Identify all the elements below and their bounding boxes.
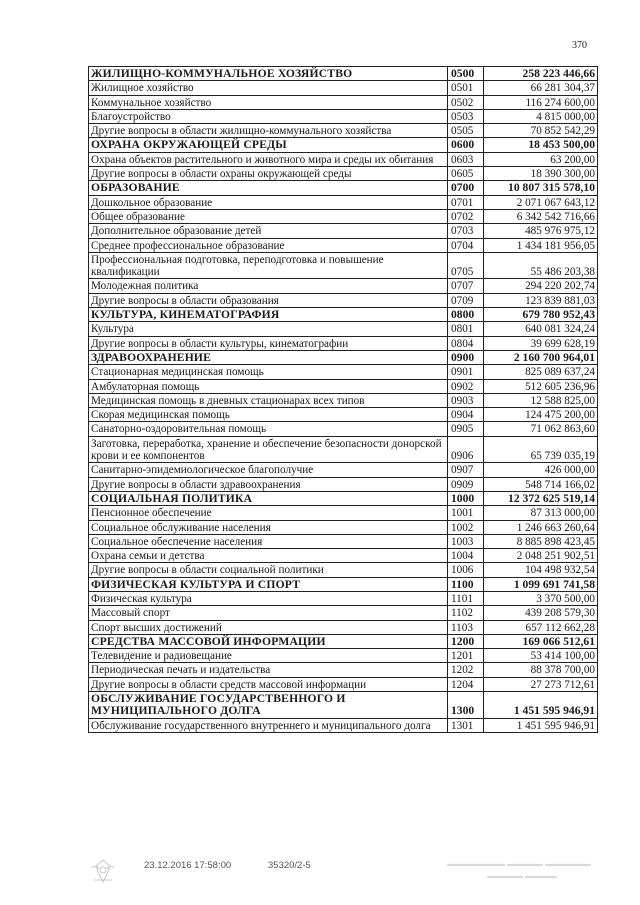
table-row [89, 336, 598, 350]
row-name-cell: Благоустройство [89, 109, 448, 123]
row-code-cell: 0903 [448, 393, 484, 407]
row-name-cell: ФИЗИЧЕСКАЯ КУЛЬТУРА И СПОРТ [89, 577, 448, 591]
row-code-cell: 1301 [448, 718, 484, 732]
row-code-cell: 1000 [448, 491, 484, 505]
row-code-cell: 0905 [448, 422, 484, 436]
section-row [89, 67, 598, 81]
table-row [89, 109, 598, 123]
table-row [89, 520, 598, 534]
row-name-cell: ЖИЛИЩНО-КОММУНАЛЬНОЕ ХОЗЯЙСТВО [89, 67, 448, 81]
row-amount-cell: 485 976 975,12 [484, 224, 598, 238]
row-amount-cell: 65 739 035,19 [484, 436, 598, 463]
row-name-cell: Охрана семьи и детства [89, 549, 448, 563]
row-code-cell: 1002 [448, 520, 484, 534]
row-name-cell: Санитарно-эпидемиологическое благополучие [89, 463, 448, 477]
table-row [89, 677, 598, 691]
row-amount-cell: 258 223 446,66 [484, 67, 598, 81]
row-name-cell: Другие вопросы в области средств массовой информации [89, 677, 448, 691]
row-name-cell: Охрана объектов растительного и животного мира и среды их обитания [89, 152, 448, 166]
row-name-cell: Общее образование [89, 209, 448, 223]
row-amount-cell: 71 062 863,60 [484, 422, 598, 436]
section-row [89, 692, 598, 719]
row-amount-cell: 3 370 500,00 [484, 591, 598, 605]
table-row [89, 606, 598, 620]
table-row [89, 322, 598, 336]
table-row [89, 365, 598, 379]
table-row [89, 422, 598, 436]
row-code-cell: 0900 [448, 350, 484, 364]
row-code-cell: 0904 [448, 408, 484, 422]
table-body [89, 67, 598, 733]
row-code-cell: 1003 [448, 534, 484, 548]
row-code-cell: 0909 [448, 477, 484, 491]
row-amount-cell: 53 414 100,00 [484, 649, 598, 663]
row-code-cell: 1103 [448, 620, 484, 634]
row-code-cell: 0603 [448, 152, 484, 166]
row-name-cell: Скорая медицинская помощь [89, 408, 448, 422]
row-amount-cell: 12 372 625 519,14 [484, 491, 598, 505]
row-name-cell: Дополнительное образование детей [89, 224, 448, 238]
row-amount-cell: 2 071 067 643,12 [484, 195, 598, 209]
table-row [89, 506, 598, 520]
table-row [89, 563, 598, 577]
table-row [89, 252, 598, 279]
row-code-cell: 0701 [448, 195, 484, 209]
table-row [89, 224, 598, 238]
table-row [89, 152, 598, 166]
table-row [89, 408, 598, 422]
row-code-cell: 0600 [448, 138, 484, 152]
table-row [89, 436, 598, 463]
row-amount-cell: 18 390 300,00 [484, 167, 598, 181]
row-name-cell: Коммунальное хозяйство [89, 95, 448, 109]
row-code-cell: 1004 [448, 549, 484, 563]
row-amount-cell: 116 274 600,00 [484, 95, 598, 109]
row-amount-cell: 1 099 691 741,58 [484, 577, 598, 591]
section-row [89, 138, 598, 152]
row-name-cell: Культура [89, 322, 448, 336]
table-row [89, 534, 598, 548]
table-row [89, 663, 598, 677]
row-code-cell: 0901 [448, 365, 484, 379]
row-name-cell: Заготовка, переработка, хранение и обеспечение безопасности донорской крови и ее компонентов [89, 436, 448, 463]
row-code-cell: 0605 [448, 167, 484, 181]
table-row [89, 379, 598, 393]
section-row [89, 350, 598, 364]
row-name-cell: Жилищное хозяйство [89, 81, 448, 95]
row-amount-cell: 10 807 315 578,10 [484, 181, 598, 195]
row-code-cell: 0704 [448, 238, 484, 252]
table-row [89, 293, 598, 307]
table-row [89, 279, 598, 293]
row-code-cell: 0800 [448, 308, 484, 322]
row-code-cell: 0906 [448, 436, 484, 463]
row-code-cell: 0703 [448, 224, 484, 238]
section-row [89, 634, 598, 648]
footer-document-code: 35320/2-5 [268, 860, 311, 871]
row-amount-cell: 640 081 324,24 [484, 322, 598, 336]
row-name-cell: Массовый спорт [89, 606, 448, 620]
row-amount-cell: 1 246 663 260,64 [484, 520, 598, 534]
row-amount-cell: 2 048 251 902,51 [484, 549, 598, 563]
row-code-cell: 0502 [448, 95, 484, 109]
row-name-cell: Физическая культура [89, 591, 448, 605]
row-code-cell: 1001 [448, 506, 484, 520]
page-number: 370 [572, 40, 587, 51]
row-name-cell: КУЛЬТУРА, КИНЕМАТОГРАФИЯ [89, 308, 448, 322]
row-code-cell: 1102 [448, 606, 484, 620]
row-name-cell: СОЦИАЛЬНАЯ ПОЛИТИКА [89, 491, 448, 505]
row-name-cell: Другие вопросы в области культуры, кинематографии [89, 336, 448, 350]
row-amount-cell: 55 486 203,38 [484, 252, 598, 279]
table-row [89, 124, 598, 138]
row-name-cell: Периодическая печать и издательства [89, 663, 448, 677]
row-amount-cell: 63 200,00 [484, 152, 598, 166]
row-name-cell: ОХРАНА ОКРУЖАЮЩЕЙ СРЕДЫ [89, 138, 448, 152]
table-row [89, 195, 598, 209]
row-amount-cell: 2 160 700 964,01 [484, 350, 598, 364]
table-row [89, 209, 598, 223]
table-row [89, 477, 598, 491]
row-code-cell: 0505 [448, 124, 484, 138]
row-code-cell: 1201 [448, 649, 484, 663]
row-name-cell: Стационарная медицинская помощь [89, 365, 448, 379]
row-amount-cell: 1 451 595 946,91 [484, 718, 598, 732]
row-name-cell: Среднее профессиональное образование [89, 238, 448, 252]
table-row [89, 393, 598, 407]
footer-timestamp: 23.12.2016 17:58:00 [144, 860, 232, 871]
table-row [89, 718, 598, 732]
row-name-cell: ОБРАЗОВАНИЕ [89, 181, 448, 195]
table-row [89, 549, 598, 563]
row-amount-cell: 70 852 542,29 [484, 124, 598, 138]
row-name-cell: Другие вопросы в области социальной политики [89, 563, 448, 577]
row-amount-cell: 4 815 000,00 [484, 109, 598, 123]
row-code-cell: 0902 [448, 379, 484, 393]
row-code-cell: 1006 [448, 563, 484, 577]
row-amount-cell: 679 780 952,43 [484, 308, 598, 322]
row-name-cell: Медицинская помощь в дневных стационарах всех типов [89, 393, 448, 407]
row-name-cell: Социальное обслуживание населения [89, 520, 448, 534]
table-row [89, 591, 598, 605]
row-name-cell: Другие вопросы в области охраны окружающей среды [89, 167, 448, 181]
budget-table [88, 66, 598, 733]
row-amount-cell: 18 453 500,00 [484, 138, 598, 152]
row-name-cell: Телевидение и радиовещание [89, 649, 448, 663]
row-amount-cell: 8 885 898 423,45 [484, 534, 598, 548]
row-code-cell: 1202 [448, 663, 484, 677]
row-name-cell: Дошкольное образование [89, 195, 448, 209]
table-row [89, 620, 598, 634]
table-row [89, 81, 598, 95]
row-code-cell: 0500 [448, 67, 484, 81]
row-name-cell: Социальное обеспечение населения [89, 534, 448, 548]
row-amount-cell: 39 699 628,19 [484, 336, 598, 350]
row-name-cell: ЗДРАВООХРАНЕНИЕ [89, 350, 448, 364]
row-amount-cell: 87 313 000,00 [484, 506, 598, 520]
row-amount-cell: 548 714 166,02 [484, 477, 598, 491]
row-amount-cell: 104 498 932,54 [484, 563, 598, 577]
row-name-cell: Пенсионное обеспечение [89, 506, 448, 520]
row-code-cell: 0501 [448, 81, 484, 95]
row-name-cell: Спорт высших достижений [89, 620, 448, 634]
row-code-cell: 1300 [448, 692, 484, 719]
row-name-cell: Другие вопросы в области образования [89, 293, 448, 307]
row-amount-cell: 1 451 595 946,91 [484, 692, 598, 719]
page-footer [88, 858, 608, 888]
section-row [89, 577, 598, 591]
row-amount-cell: 825 089 637,24 [484, 365, 598, 379]
row-amount-cell: 512 605 236,96 [484, 379, 598, 393]
row-code-cell: 1101 [448, 591, 484, 605]
row-amount-cell: 12 588 825,00 [484, 393, 598, 407]
row-amount-cell: 657 112 662,28 [484, 620, 598, 634]
row-amount-cell: 88 378 700,00 [484, 663, 598, 677]
section-row [89, 308, 598, 322]
row-code-cell: 0503 [448, 109, 484, 123]
row-name-cell: Обслуживание государственного внутреннего и муниципального долга [89, 718, 448, 732]
row-amount-cell: 169 066 512,61 [484, 634, 598, 648]
emblem-watermark-icon [88, 858, 118, 886]
row-name-cell: Санаторно-оздоровительная помощь [89, 422, 448, 436]
row-code-cell: 1204 [448, 677, 484, 691]
section-row [89, 491, 598, 505]
section-row [89, 181, 598, 195]
table-row [89, 95, 598, 109]
table-row [89, 167, 598, 181]
table-row [89, 238, 598, 252]
row-code-cell: 0702 [448, 209, 484, 223]
table-row [89, 463, 598, 477]
row-name-cell: Молодежная политика [89, 279, 448, 293]
row-amount-cell: 123 839 881,03 [484, 293, 598, 307]
row-code-cell: 0705 [448, 252, 484, 279]
row-name-cell: Другие вопросы в области здравоохранения [89, 477, 448, 491]
row-code-cell: 1100 [448, 577, 484, 591]
row-amount-cell: 124 475 200,00 [484, 408, 598, 422]
row-name-cell: Другие вопросы в области жилищно-коммунального хозяйства [89, 124, 448, 138]
row-name-cell: Амбулаторная помощь [89, 379, 448, 393]
row-amount-cell: 439 208 579,30 [484, 606, 598, 620]
row-code-cell: 0700 [448, 181, 484, 195]
row-amount-cell: 426 000,00 [484, 463, 598, 477]
row-name-cell: ОБСЛУЖИВАНИЕ ГОСУДАРСТВЕННОГО И МУНИЦИПАЛЬНОГО ДОЛГА [89, 692, 448, 719]
row-code-cell: 1200 [448, 634, 484, 648]
row-code-cell: 0804 [448, 336, 484, 350]
row-code-cell: 0801 [448, 322, 484, 336]
table-row [89, 649, 598, 663]
row-name-cell: Профессиональная подготовка, переподготовка и повышение квалификации [89, 252, 448, 279]
row-code-cell: 0707 [448, 279, 484, 293]
row-code-cell: 0709 [448, 293, 484, 307]
row-code-cell: 0907 [448, 463, 484, 477]
row-name-cell: СРЕДСТВА МАССОВОЙ ИНФОРМАЦИИ [89, 634, 448, 648]
row-amount-cell: 27 273 712,61 [484, 677, 598, 691]
row-amount-cell: 294 220 202,74 [484, 279, 598, 293]
row-amount-cell: 66 281 304,37 [484, 81, 598, 95]
row-amount-cell: 6 342 542 716,66 [484, 209, 598, 223]
faded-stamp-watermark [444, 858, 594, 884]
row-amount-cell: 1 434 181 956,05 [484, 238, 598, 252]
